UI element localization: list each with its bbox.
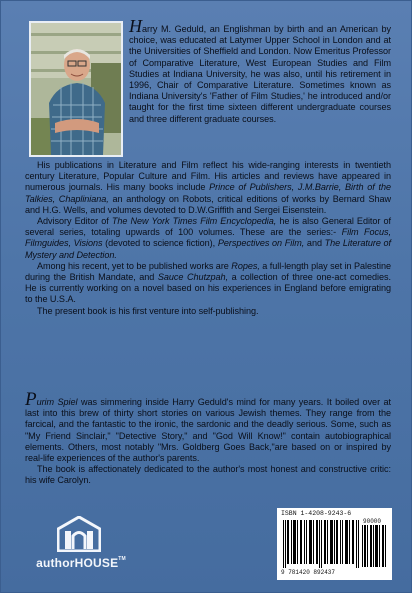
isbn-barcode bbox=[283, 520, 359, 568]
author-bio-body bbox=[25, 160, 391, 317]
book-title: The New York Times Film Encyclopedia, bbox=[111, 216, 277, 227]
book-description bbox=[25, 389, 391, 487]
drop-cap: H bbox=[129, 16, 142, 36]
author-photo bbox=[29, 21, 123, 157]
publisher-house-icon bbox=[57, 516, 101, 552]
description-paragraph bbox=[25, 389, 391, 464]
bio-paragraph-editor bbox=[25, 216, 391, 261]
barcode-panel bbox=[277, 508, 392, 580]
price-barcode bbox=[362, 525, 386, 567]
drop-cap: P bbox=[25, 389, 37, 410]
price-code: 90000 bbox=[363, 518, 382, 525]
bio-paragraph-recent bbox=[25, 261, 391, 306]
author-bio-intro bbox=[129, 16, 391, 125]
bio-text: and bbox=[304, 238, 325, 249]
series-title: The Literature of Mystery and Detection. bbox=[25, 238, 392, 260]
bio-intro-text: arry M. Geduld, an Englishman by birth and an American by choice, was educated at Latymer Upper School in London and at the Universities of Sheffield and London. Now Emeritus Professor of Comparative Literature, West European Studies and Film Studies at Indiana University, he was also, until his retirement in 1996, Chair of Comparative Literature. Sometimes known as Indiana University's 'Father of Film Studies,' he introduced and/or taught for the first time sixteen different undergraduate courses and three different graduate courses. bbox=[129, 24, 391, 124]
work-title: Sauce Chutzpah, bbox=[157, 272, 229, 283]
bio-text: His publications in Literature and Film reflect his wide-ranging interests in twentieth century Literature, Popular Culture and Film. His articles and reviews have appeared in numerous journals. His many books include bbox=[25, 160, 391, 193]
series-titles: Film Focus, Filmguides, Visions bbox=[25, 227, 392, 249]
book-titles: Prince of Publishers, J.M.Barrie, Birth of the Talkies, Chapliniana, bbox=[25, 182, 392, 204]
publisher-wordmark: authorHOUSE bbox=[36, 556, 119, 570]
author-portrait-image bbox=[31, 23, 121, 155]
publisher-name bbox=[31, 556, 131, 570]
bio-text: Advisory Editor of bbox=[37, 216, 112, 227]
dedication-paragraph: The book is affectionately dedicated to the author's most honest and constructive critic: his wife Carolyn. bbox=[25, 464, 391, 486]
barcode-digits: 9 781420 892437 bbox=[281, 569, 336, 576]
isbn-number: ISBN 1-4208-9243-6 bbox=[281, 510, 352, 517]
book-title: urim Spiel bbox=[36, 397, 78, 407]
bio-text: (devoted to science fiction), bbox=[102, 238, 218, 249]
bio-paragraph-self-publishing: The present book is his first venture into self-publishing. bbox=[37, 305, 259, 316]
series-title: Perspectives on Film, bbox=[217, 238, 305, 249]
bio-text: a full-length play set in Palestine during the British Mandate, and bbox=[25, 260, 391, 283]
work-title: Ropes, bbox=[231, 260, 260, 271]
bio-text: he is also General Editor of several series, totaling upwards of 100 volumes. These are the series:- bbox=[25, 216, 392, 238]
bio-text: an anthology on Robots, critical editions of works by Bernard Shaw and H.G. Wells, and volumes devoted to D.W.Griffith and Sergei Eisenstein. bbox=[25, 193, 391, 215]
publisher-logo bbox=[31, 516, 131, 576]
trademark-mark: TM bbox=[118, 556, 126, 562]
bio-text: Among his recent, yet to be published works are bbox=[37, 260, 232, 271]
bio-paragraph-publications bbox=[25, 160, 391, 216]
bio-text: a collection of three one-act comedies. He is currently working on a novel based on his experiences in England before emigrating to the U.S.A. bbox=[25, 272, 391, 305]
description-text: was simmering inside Harry Geduld's mind for many years. It boiled over at last into this brew of thirty short stories on various Jewish themes. They range from the farcical, and the fantastic to the ironic, the sardonic and the deadly serious. Some, such as "My Friend Sinclair," "Detective Story," and "God Will Know!" contain autobiographical elements. Others, most notably "Mrs. Goldberg Goes Back,"are based on or inspired by real-life experiences of the author's parents. bbox=[25, 397, 391, 464]
